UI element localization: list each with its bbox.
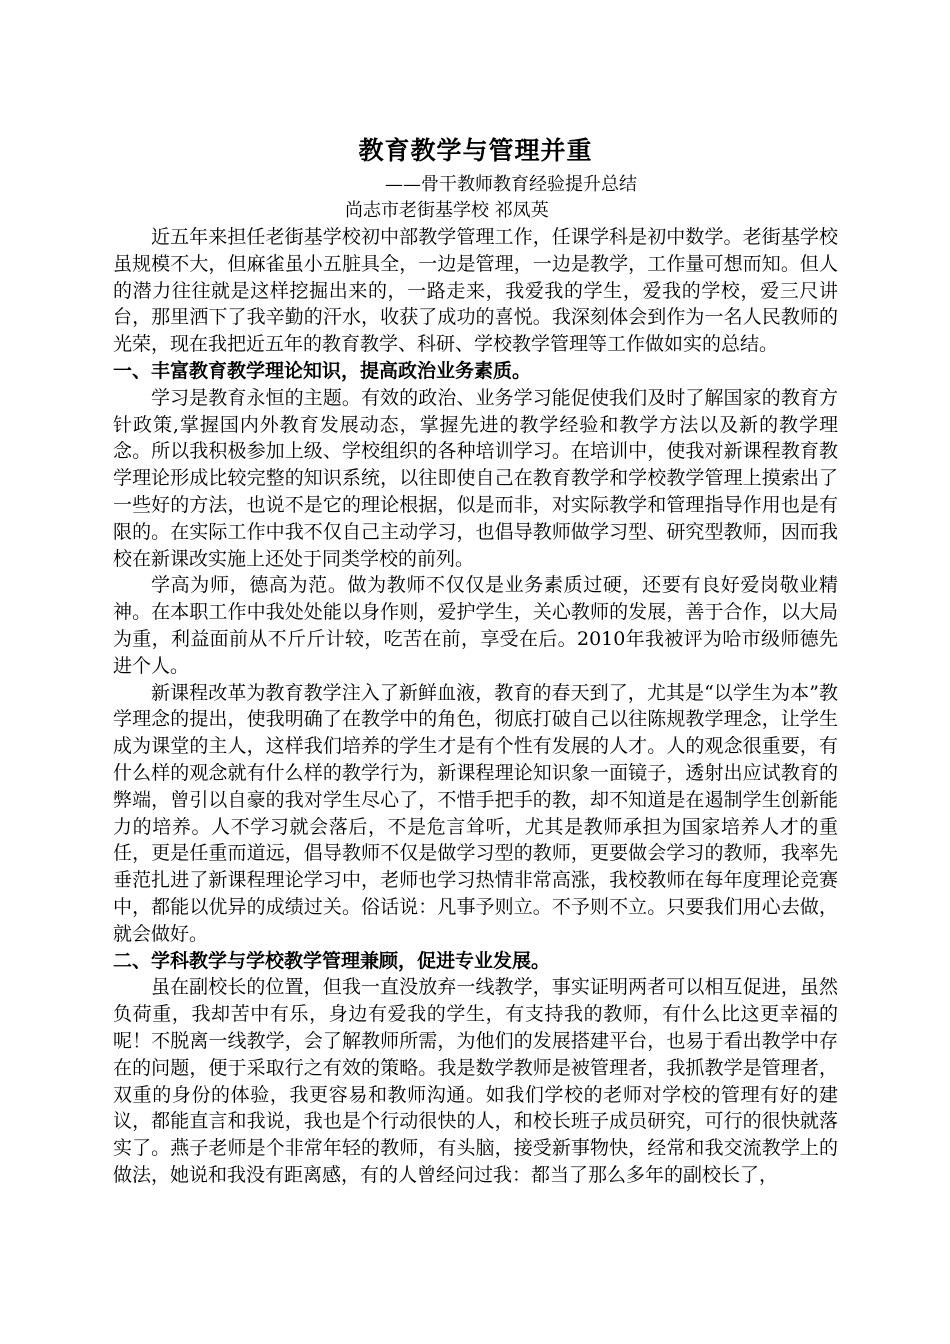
section-1-paragraph-3: 新课程改革为教育教学注入了新鲜血液，教育的春天到了，尤其是“以学生为本”教学理念的提出，使我明确了在教学中的角色，彻底打破自己以往陈规教学理念，让学生成为课堂的主人，这样我们培养的学生才是有个性有发展的人才。人的观念很重要，有什么样的观念就有什么样的教学行为，新课程理论知识象一面镜子，透射出应试教育的弊端，曾引以自豪的我对学生尽心了，不惜手把手的教，却不知道是在遏制学生创新能力的培养。人不学习就会落后，不是危言耸听，尤其是教师承担为国家培养人才的重任，更是任重而道远，倡导教师不仅是做学习型的教师，更要做会学习的教师，我率先垂范扎进了新课程理论学习中，老师也学习热情非常高涨，我校教师在每年度理论竞赛中，都能以优异的成绩过关。俗话说：凡事予则立。不予则不立。只要我们用心去做，就会做好。 [113, 681, 838, 945]
document-author: 尚志市老街基学校 祁凤英 [345, 200, 549, 221]
intro-paragraph: 近五年来担任老街基学校初中部教学管理工作，任课学科是初中数学。老街基学校虽规模不大，但麻雀虽小五脏具全，一边是管理，一边是教学，工作量可想而知。但人的潜力往往就是这样挖掘出来的，一路走来，我爱我的学生，爱我的学校，爱三尺讲台，那里洒下了我辛勤的汗水，收获了成功的喜悦。我深刻体会到作为一名人民教师的光荣，现在我把近五年的教育教学、科研、学校教学管理等工作做如实的总结。 [113, 226, 838, 356]
section-1-paragraph-1: 学习是教育永恒的主题。有效的政治、业务学习能促使我们及时了解国家的教育方针政策,掌握国内外教育发展动态，掌握先进的教学经验和教学方法以及新的教学理念。所以我积极参加上级、学校组织的各种培训学习。在培训中，使我对新课程教育教学理论形成比较完整的知识系统，以往即使自己在教育教学和学校教学管理上摸索出了一些好的方法，也说不是它的理论根据，似是而非，对实际教学和管理指导作用也是有限的。在实际工作中我不仅自己主动学习，也倡导教师做学习型、研究型教师，因而我校在新课改实施上还处于同类学校的前列。 [113, 386, 838, 570]
section-2-paragraph-1: 虽在副校长的位置，但我一直没放弃一线教学，事实证明两者可以相互促进，虽然负荷重，我却苦中有乐，身边有爱我的学生，有支持我的教师，有什么比这更幸福的呢！不脱离一线教学，会了解教师所需，为他们的发展搭建平台，也易于看出教学中存在的问题，便于采取行之有效的策略。我是数学教师是被管理者，我抓教学是管理者，双重的身份的体验，我更容易和教师沟通。如我们学校的老师对学校的管理有好的建议，都能直言和我说，我也是个行动很快的人，和校长班子成员研究，可行的很快就落实了。燕子老师是个非常年轻的教师，有头脑，接受新事物快，经常和我交流教学上的做法，她说和我没有距离感，有的人曾经问过我：都当了那么多年的副校长了， [113, 976, 838, 1186]
section-1-paragraph-2: 学高为师，德高为范。做为教师不仅仅是业务素质过硬，还要有良好爱岗敬业精神。在本职工作中我处处能以身作则，爱护学生，关心教师的发展，善于合作，以大局为重，利益面前从不斤斤计较，吃苦在前，享受在后。2010年我被评为哈市级师德先进个人。 [113, 574, 838, 677]
section-1-heading: 一、丰富教育教学理论知识，提高政治业务素质。 [113, 359, 532, 382]
section-2-heading: 二、学科教学与学校教学管理兼顾，促进专业发展。 [113, 949, 551, 972]
document-page [113, 130, 838, 1189]
document-title: 教育教学与管理并重 [358, 136, 593, 165]
document-subtitle: ——骨干教师教育经验提升总结 [385, 174, 637, 195]
